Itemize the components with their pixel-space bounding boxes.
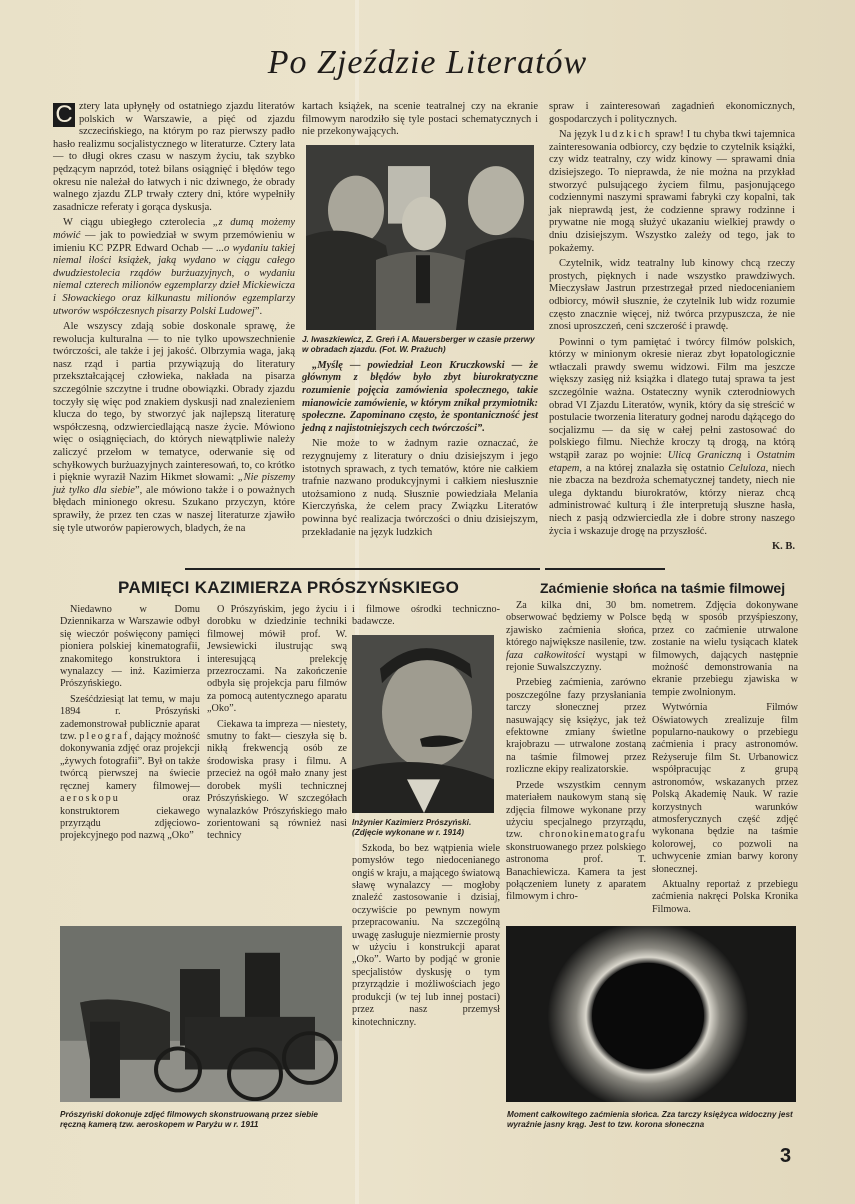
paragraph-text: — jak to powiedział w swym przemówieniu w imieniu KC PZPR Edward Ochab — [53,229,295,254]
article3-paragraph: Przebieg zaćmienia, zarówno poszczególne fazy przysłaniania tarczy słonecznej przez nasuwający się księżyc, jak też efektowne zmiany świetlne krajobrazu — utrwalone zostaną na taśmie filmowej przez rozliczne ekipy realizatorskie. [506,677,646,776]
article1-paragraph [53,217,295,318]
paragraph-text: ”. [254,305,263,317]
paragraph-text: Ale wszyscy zdają sobie doskonale sprawę, że rewolucja kulturalna — to nie tylko upowszechnienie twórczości, ale także i jej jakość. Olbrzymia waga, jaką nasz rząd i partia przywiązują do literatury przekształcającej człowieka, nakłada na pisarza szczególnie szczytne i trudne obowiązki. Obrady zjazdu toczyły się więc pod znakiem dyskusji nad znalezieniem klucza do tego, by stworzyć jak najlepszą literaturę współczesną, odzwierciedlającą nasze życie. Mówiono więc o osiągnięciach, do których niewątpliwie należy zaliczyć przełom w tematyce, oderwanie się od schyłkowych burżuazyjnych zainteresowań, to, co krótko i pięknie wyraził Nazim Hikmet słowami: [53,321,295,484]
writers-photo [306,145,534,330]
paragraph-text: , a na której znalazła się ostatnio [579,462,729,474]
carriage-photo [60,926,342,1102]
article2-column-1 [60,604,200,846]
paragraph-text: spraw! I tu chyba tkwi tajemnica zainteresowania odbiorcy, czy będzie to czytelnik książki, czy widz teatralny, czy widz kinowy — sprawami dnia dzisiejszego. To nieprawda, że nie można na przykład stworzyć pulsującego życiem filmu, pasjonującego codziennymi naszymi sprawami fabryki czy kopalni, tak jak nieprawdą jest, że codzienne sprawy rodzinne i prywatne nie mogą służyć ukazaniu wielkiej prawdy o dniu dzisiejszym. Wszystko zależy od tego, jak to pokażemy. [549,129,795,254]
article2-paragraph: O Prószyńskim, jego życiu i dorobku w dziedzinie techniki filmowej mówił prof. W. Jewsiewicki ilustrując swą interesującą prelekcję przezroczami. Na zakończenie odbyła się projekcja paru filmów za pomocą autentycznego aparatu „Oko”. [207,604,347,715]
paragraph-text: skonstruowanego przez polskiego astronoma prof. T. Banachiewicza. Kamera ta jest połączeniem lunety z aparatem filmowym i chro- [506,841,646,903]
paragraph-text: Na język [559,129,600,141]
quote-text: ...o wydaniu takiej niemal ilości książek, jaką wydano w ciągu całego dwudziestolecia rządów burżuazyjnych, o wydaniu niemal czterech milionów egzemplarzy dzieł Mickiewicza i Słowackiego oraz kilkunastu milionów egzemplarzy utworów współczesnych pisarzy Polski Ludowej [53,242,296,317]
spaced-text: pleograf [79,731,130,743]
writers-photo-caption: J. Iwaszkiewicz, Z. Greń i A. Mauersberger w czasie przerwy w obradach zjazdu. (Fot. W. Prażuch) [302,334,535,354]
article3-paragraph: nometrem. Zdjęcia dokonywane będą w sposób przyśpieszony, przez co zaćmienie utrwalone zostanie na wielu tysiącach klatek filmowych, dających następnie możność demonstrowania na ekranie przebiegu zjawiska w tempie zwolnionym. [652,600,798,698]
paragraph-text: , dający możność dokonywania zdjęć oraz projekcji „żywych fotografii”. Był on także twórcą pierwszej na świecie ręcznej kamery filmowej— [60,731,200,792]
article1-paragraph [549,337,795,539]
spaced-text: aeroskopu [60,793,120,805]
article1-column-1 [53,101,295,538]
article2-paragraph: Ciekawa ta impreza — niestety, smutny to fakt— cieszyła się b. nikłą frekwencją osób ze środowiska prasy i filmu. A przecież na ogół mało znany jest dorobek myśli technicznej Prószyńskiego. W szczegółach wynalazków Prószyńskiego mało zorientowani są również nasi technicy [207,718,347,842]
film-title: Ostatnim etapem [549,450,796,474]
quote-text: „z dumą możemy mówić [53,217,295,241]
article1-column-3 [549,101,795,554]
eclipse-photo-caption: Moment całkowitego zaćmienia słońca. Zza tarczy księżyca widoczny jest wyraźnie jasny krąg. Jest to tzw. korona słoneczna [507,1110,793,1129]
spaced-text: chronokinematografu [539,829,646,841]
article3-column-2 [652,600,798,919]
article2-paragraph: Niedawno w Domu Dziennikarza w Warszawie odbył się wieczór poświęcony pamięci pioniera polskiej kinematografii, znakomitego konstruktora i wynalazcy — inż. Kazimierza Prószyńskiego. [60,604,200,690]
paragraph-text: , niech nie zbacza na bezdroża schematycznej tandety, niech nie ulega dyktandu biurokratów, którzy nieraz chcą administrować kulturą i źle interpretują słuszne hasła, niech z pasją odzwierciedla złe i dobre strony naszego życia i wskazuje drogę na przyszłość. [549,462,795,537]
paragraph-text: Przede wszystkim cennym materiałem naukowym staną się zdjęcia filmowe wykonane przy użyciu specjalnego przyrządu, tzw. [506,779,646,841]
eclipse-photo [506,926,796,1102]
paragraph-text: Powinni o tym pamiętać i twórcy filmów polskich, którzy w minionym okresie nieraz zbyt łopatologicznie wtłaczali prawdy swemu widzowi. Film ma jeszcze większy zasięg niż książka i dlatego tutaj sprawa ta jest szczególnie ważna. Ostateczny wynik czterodniowych obrad VI Zjazdu Literatów, wynik, który da się streścić w postulacie tworzenia literatury godnej narodu dążącego do socjalizmu — da się w całej pełni zastosować do polskiego filmu. Niechże kroczy tą drogą, na którą wstąpił zaraz po wojnie: [549,336,795,462]
article-title-zjazd: Po Zjeździe Literatów [267,44,588,81]
article1-paragraph: Nie może to w żadnym razie oznaczać, że rezygnujemy z literatury o dniu dzisiejszym i jego istotnych sprawach, z tych tematów, które nie całkiem trafnie nazwano produkcyjnymi i całkiem niesłusznie utożsamiono z nudą. Słusznie powiedziała Melania Kierczyńska, że celem pracy Związku Literatów powinna być realizacja twórczości o dniu dzisiejszym, przekładanie na język ludzkich [302,438,538,538]
article2-paragraph: Szkoda, bo bez wątpienia wiele pomysłów tego niedocenianego ongiś w kraju, a mającego światową sławę wynalazcy — mogłoby znaleźć zastosowanie i dzisiaj, oczywiście po pewnym nowym przepracowaniu. Na szczególną uwagę zasługuje niezmiernie prosty w użyciu i konstrukcji aparat „Oko”. Warto by podjąć w gronie specjalistów dyskusję o tym przyrządzie i możliwościach jego produkcji (w tej lub innej postaci) przez nasz przemysł kinotechniczny. [352,842,500,1028]
article-title-eclipse: Zaćmienie słońca na taśmie filmowej [540,580,786,596]
spaced-text: ludzkich [600,129,653,141]
film-title: Ulicą Graniczną [667,450,742,462]
paragraph-text: Sześćdziesiąt lat temu, w maju 1894 r. Prószyński zademonstrował publicznie aparat tzw. [60,693,200,743]
article1-column-2 [302,101,538,542]
term-text: faza całkowitości [506,649,585,661]
article-title-proszynski: PAMIĘCI KAZIMIERZA PRÓSZYŃSKIEGO [118,578,460,597]
page-number: 3 [780,1145,792,1167]
drop-cap: C [53,103,75,127]
article3-paragraph [506,780,646,904]
article1-paragraph: spraw i zainteresowań zagadnień ekonomicznych, gospodarczych i politycznych. [549,101,795,125]
proszynski-portrait-image [352,635,494,813]
article1-paragraph [53,101,295,214]
article3-column-1 [506,600,646,907]
proszynski-portrait-caption: Inżynier Kazimierz Prószyński. (Zdjęcie wykonane w r. 1914) [352,817,472,837]
paragraph-text: ztery lata upłynęły od ostatniego zjazdu literatów polskich w Warszawie, a pięć od zjazdu szczecińskiego, na którym po raz pierwszy padło hasło realizmu socjalistycznego w literaturze. Cztery lata — to długi okres czasu w naszym życiu, tak szybko pędzącym naprzód, toteż bilans osiągnięć i błędów tego okresu nie należał do łatwych i nic dziwnego, że obrady walnego zjazdu ZLP trwały cztery dni, które wypełniły zasadnicze referaty i gorąca dyskusja. [53,101,295,213]
divider-rule [185,568,540,570]
author-signature: K. B. [771,541,795,553]
eclipse-photo-image [506,926,796,1102]
article2-paragraph: i filmowe ośrodki techniczno-badawcze. [352,604,500,628]
article1-paragraph: kartach książek, na scenie teatralnej czy na ekranie filmowym narodziło się tyle postaci schematycznych i nie przekonywających. [302,101,538,138]
article1-paragraph [549,129,795,255]
film-title: Celuloza [728,462,766,474]
article2-paragraph [60,694,200,843]
article2-column-3 [352,604,500,1032]
quote-text: „Nie piszemy już tylko dla siebie [53,472,295,496]
article2-column-2 [207,604,347,846]
paragraph-text: ”, ale mówiono także i o poważnych błędach minionego okresu. Szukano przyczyn, które sprawiły, że przez ten czas w naszej literaturze zjawiło się tyle utworów papierowych, bladych, że na [53,484,295,534]
writers-photo-image [306,145,534,330]
paragraph-text: wystąpi w rejonie Suwalszczyzny. [506,649,646,674]
paragraph-text: Za kilka dni, 30 bm. obserwować będziemy w Polsce zjawisko zaćmienia słońca, którego największe nasilenie, tzw. [506,600,646,649]
carriage-photo-image [60,926,342,1102]
divider-rule [545,568,665,570]
paragraph-text: W ciągu ubiegłego czterolecia [63,217,213,229]
article3-paragraph [506,600,646,674]
article3-paragraph: Aktualny reportaż z przebiegu zaćmienia nakręci Polska Kronika Filmowa. [652,878,798,915]
paragraph-text: oraz konstruktorem ciekawego przyrządu zdjęciowo-projekcyjnego pod nazwą „Oko” [60,793,200,842]
article1-paragraph: Czytelnik, widz teatralny lub kinowy chcą rzeczy prostych, pięknych i nade wszystko prawdziwych. Mieczysław Jastrun przestrzegał przed niedocenianiem odbiorcy, mówił słusznie, że czytelnik lub widz rozumie często znacznie więcej, niż twórca przypuszcza, że nie znosi uproszczeń, ceni szczerość i prawdę. [549,258,795,333]
article3-paragraph: Wytwórnia Filmów Oświatowych zrealizuje film popularno-naukowy o przebiegu zaćmienia i pracy astronomów. Reżyseruje film St. Urbanowicz współpracując z grupą astronomów, wskazanych przez Polską Akademię Nauk. W razie korzystnych warunków atmosferycznych część zdjęć wykonana będzie na taśmie kolorowej, co pozwoli na uchwycenie zmian barwy korony słonecznej. [652,702,798,875]
proszynski-portrait [352,635,494,813]
kruczkowski-quote: „Myślę — powiedział Leon Kruczkowski — że głównym z błędów było zbyt biurokratyczne rozumienie pojęcia zamówienia społecznego, takie mianowicie zamówienie, w którym znikał przymiotnik: społeczne. Zapominano często, że spontaniczność jest jedną z najistotniejszych cech twórczości”. [302,359,538,434]
article1-paragraph [53,321,295,535]
paragraph-text: i [741,450,757,462]
carriage-photo-caption: Prószyński dokonuje zdjęć filmowych skonstruowaną przez siebie ręczną kamerą tzw. aeroskopem w Paryżu w r. 1911 [60,1110,318,1129]
